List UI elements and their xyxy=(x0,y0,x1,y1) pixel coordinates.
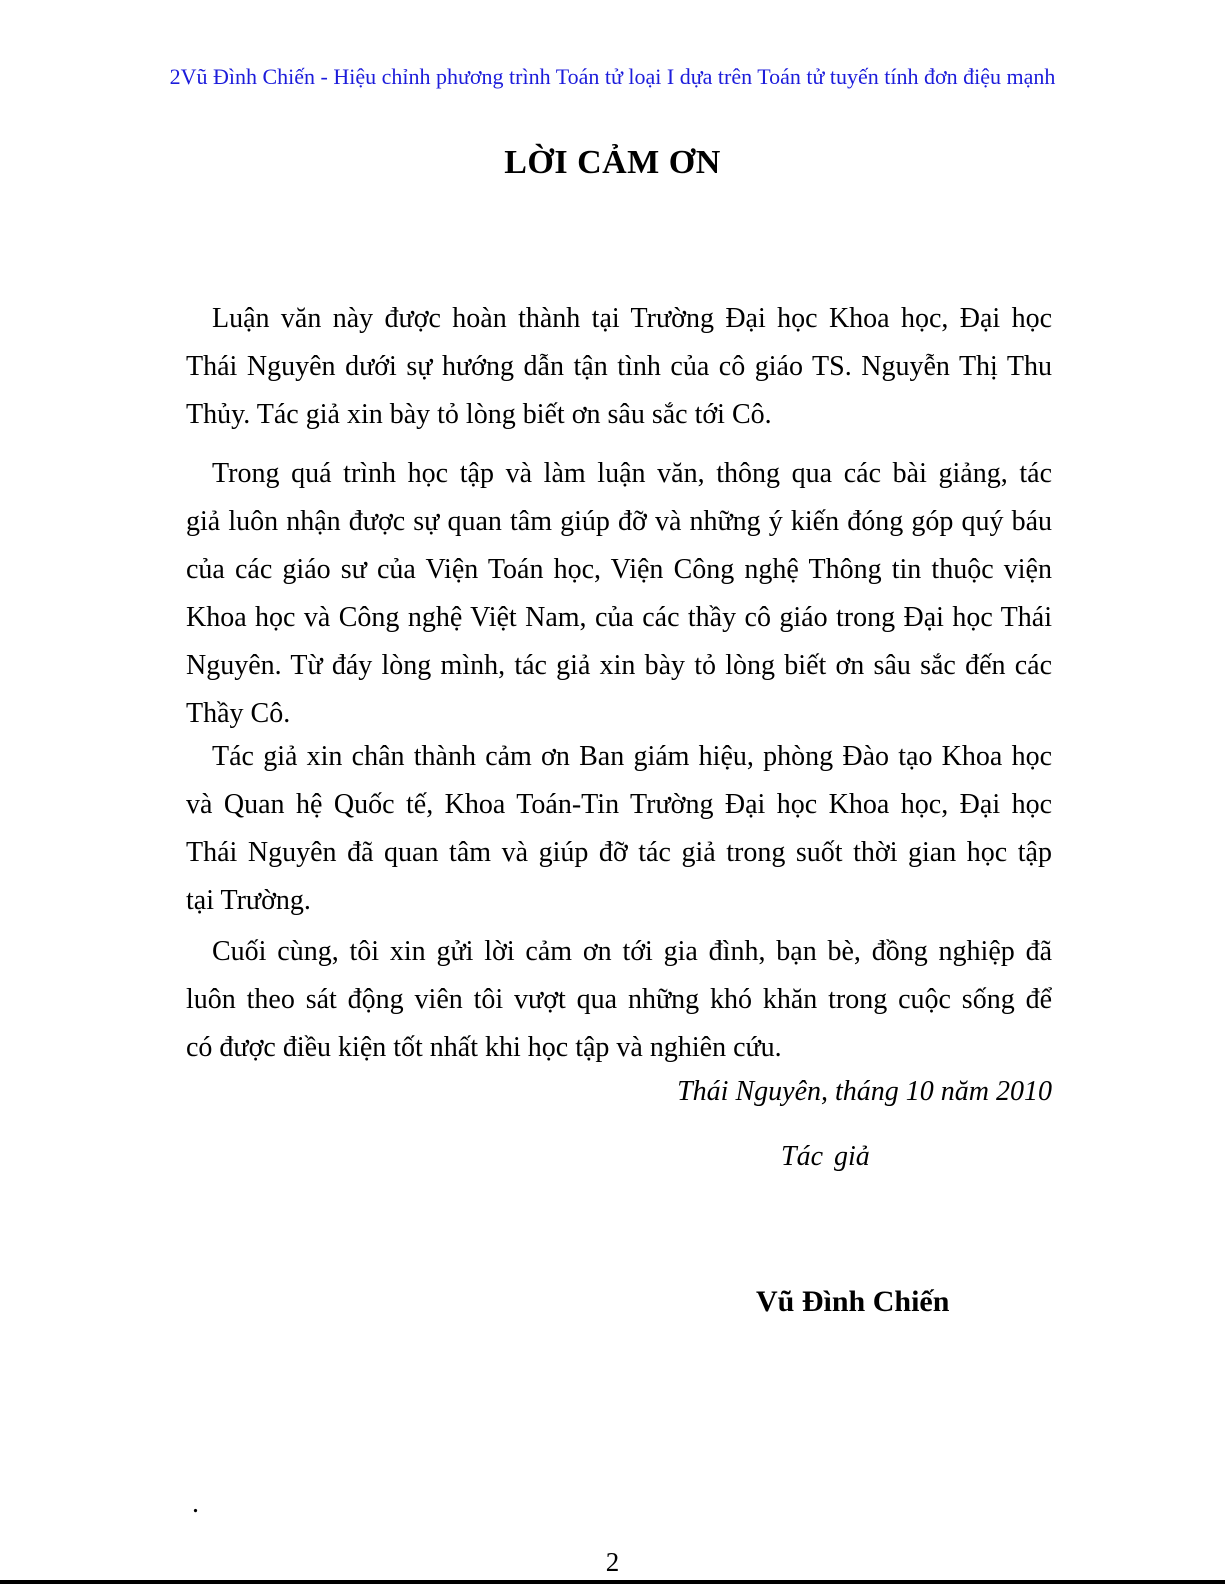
text-line: giả luôn nhận được sự quan tâm giúp đỡ và những ý kiến đóng góp quý báu xyxy=(186,506,1052,537)
text-line: Tác giả xin chân thành cảm ơn Ban giám hiệu, phòng Đào tạo Khoa học xyxy=(212,741,1052,772)
text-line: Thái Nguyên dưới sự hướng dẫn tận tình của cô giáo TS. Nguyễn Thị Thu xyxy=(186,351,1052,382)
author-name: Vũ Đình Chiến xyxy=(756,1285,950,1318)
stray-period-mark: . xyxy=(192,1488,199,1519)
text-line: Nguyên. Từ đáy lòng mình, tác giả xin bày tỏ lòng biết ơn sâu sắc đến các xyxy=(186,650,1052,681)
text-line: tại Trường. xyxy=(186,885,311,916)
text-line: Thủy. Tác giả xin bày tỏ lòng biết ơn sâu sắc tới Cô. xyxy=(186,399,772,430)
date-place-line: Thái Nguyên, tháng 10 năm 2010 xyxy=(677,1076,1052,1107)
text-line: có được điều kiện tốt nhất khi học tập và nghiên cứu. xyxy=(186,1032,782,1063)
paragraph-2 xyxy=(186,450,1052,738)
text-line: và Quan hệ Quốc tế, Khoa Toán-Tin Trường Đại học Khoa học, Đại học xyxy=(186,789,1052,820)
paragraph-3 xyxy=(186,733,1052,925)
text-line: Thầy Cô. xyxy=(186,698,291,729)
text-line: Cuối cùng, tôi xin gửi lời cảm ơn tới gia đình, bạn bè, đồng nghiệp đã xyxy=(212,936,1052,967)
text-line: Thái Nguyên đã quan tâm và giúp đỡ tác giả trong suốt thời gian học tập xyxy=(186,837,1052,868)
text-line: Luận văn này được hoàn thành tại Trường Đại học Khoa học, Đại học xyxy=(212,303,1052,334)
signature-label: Tác giả xyxy=(781,1141,870,1172)
paragraph-4 xyxy=(186,928,1052,1072)
text-line: Khoa học và Công nghệ Việt Nam, của các thầy cô giáo trong Đại học Thái xyxy=(186,602,1052,633)
text-line: Trong quá trình học tập và làm luận văn, thông qua các bài giảng, tác xyxy=(212,458,1052,489)
bottom-rule xyxy=(0,1580,1225,1584)
page-title: LỜI CẢM ƠN xyxy=(504,144,721,181)
text-line: của các giáo sư của Viện Toán học, Viện Công nghệ Thông tin thuộc viện xyxy=(186,554,1052,585)
running-header: 2Vũ Đình Chiến - Hiệu chỉnh phương trình Toán tử loại I dựa trên Toán tử tuyến tính đơn điệu mạnh xyxy=(169,64,1056,89)
text-line: luôn theo sát động viên tôi vượt qua những khó khăn trong cuộc sống để xyxy=(186,984,1052,1015)
paragraph-1 xyxy=(186,295,1052,439)
page-number: 2 xyxy=(605,1547,620,1577)
